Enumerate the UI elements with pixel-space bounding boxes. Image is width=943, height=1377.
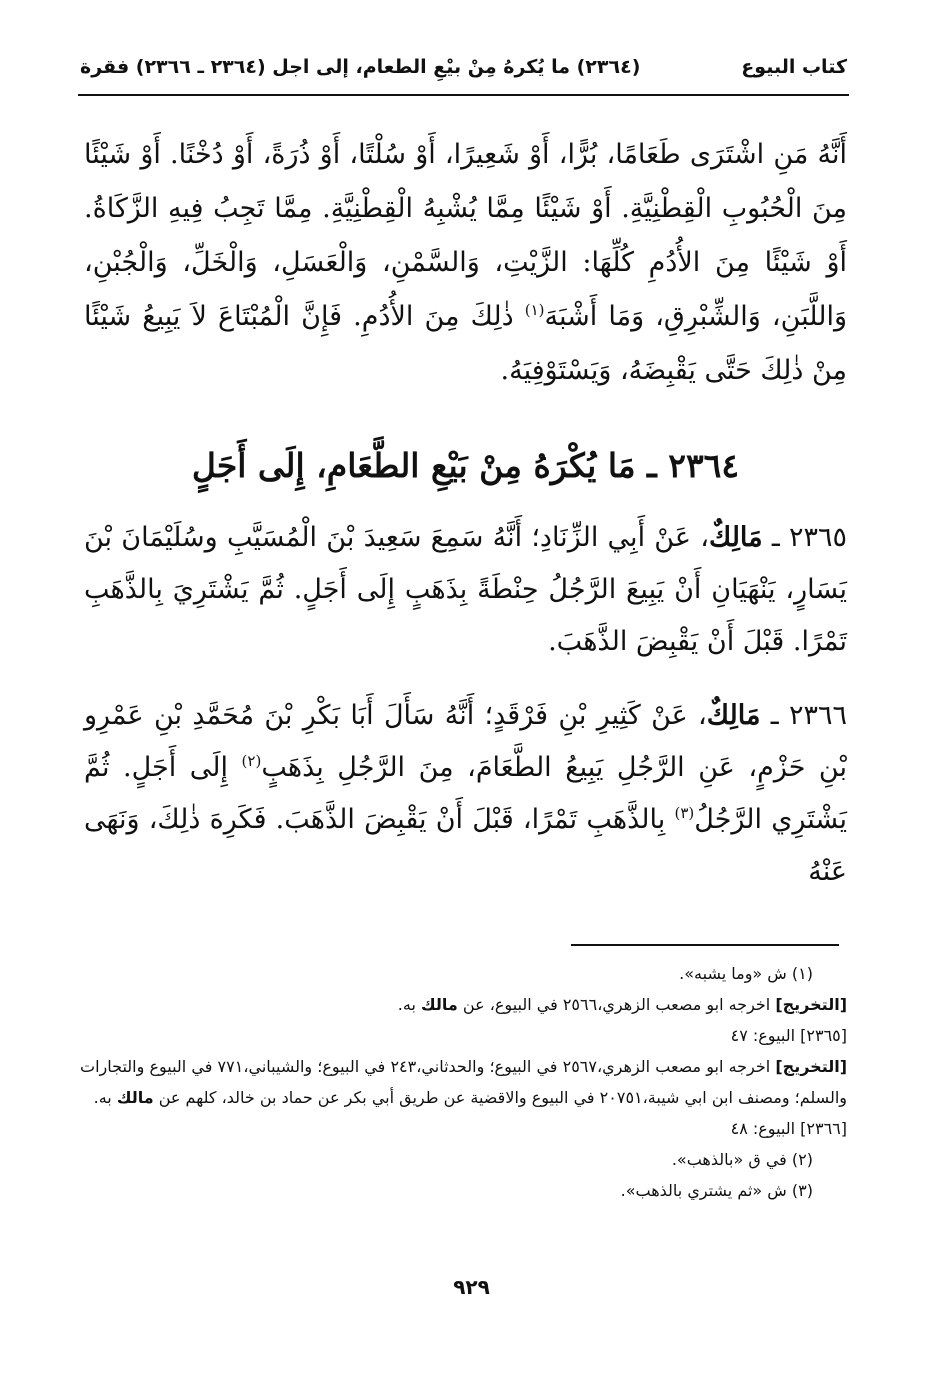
- reference-2366: [٢٣٦٦] البيوع: ٤٨: [730, 1119, 847, 1138]
- hadith-2365: [84, 512, 847, 668]
- running-header: [80, 52, 847, 88]
- reference-2365: [٢٣٦٥] البيوع: ٤٧: [730, 1026, 847, 1045]
- page-number: ٩٢٩: [453, 1275, 490, 1299]
- opening-paragraph: [84, 128, 847, 398]
- opening-text-end: ذٰلِكَ مِنَ الأُدُمِ. فَإِنَّ الْمُبْتَاعَ لاَ يَبِيعُ شَيْئًا مِنْ ذٰلِكَ حَتَّى يَقْبِضَهُ، وَيَسْتَوْفِيَهُ.: [84, 301, 847, 386]
- header-divider: [78, 94, 849, 96]
- takhrij-2: [80, 1051, 847, 1113]
- footnote-3: (٣) ش «ثم يشتري بالذهب».: [620, 1181, 813, 1200]
- footnote-ref-3: (٣): [674, 804, 695, 822]
- chapter-range-title: (٢٣٦٤) ما يُكرهُ مِنْ بيْعِ الطعام، إلى اجل (٢٣٦٤ ـ ٢٣٦٦) فقرة: [80, 56, 641, 78]
- hadith-narrator: مَالِكٌ: [706, 700, 761, 731]
- hadith-text-part2: إِلَى أَجَلٍ. ثُمَّ يَشْتَرِي الرَّجُلُ: [84, 752, 847, 835]
- footnote-divider: [571, 944, 839, 946]
- hadith-2366: [84, 690, 847, 898]
- footnote-ref-2: (٢): [241, 752, 262, 770]
- takhrij-text: اخرجه ابو مصعب الزهري،٢٥٦٦ في البيوع، عن: [457, 995, 776, 1014]
- hadith-number: ٢٣٦٥ ـ: [762, 522, 848, 553]
- hadith-number: ٢٣٦٦ ـ: [760, 700, 847, 731]
- takhrij-malik: مالك: [420, 995, 458, 1014]
- hadith-narrator: مَالِكٌ: [708, 522, 763, 553]
- footnotes: [80, 958, 847, 1206]
- takhrij-end: به.: [93, 1088, 117, 1107]
- hadith-text-part1: ، عَنْ كَثِيرِ بْنِ فَرْقَدٍ؛ أَنَّهُ سَأَلَ أَبَا بَكْرِ بْنَ مُحَمَّدِ بْنِ عَمْرِو بْنِ حَزْمٍ، عَنِ الرَّجُلِ يَبِيعُ الطَّعَامَ، مِنَ الرَّجُلِ بِذَهَبٍ: [84, 700, 847, 783]
- footnote-1: (١) ش «وما يشبه».: [679, 964, 813, 983]
- takhrij-label: [التخريج]: [775, 995, 847, 1014]
- takhrij-1: [80, 989, 847, 1020]
- hadith-text: ، عَنْ أَبِي الزِّنَادِ؛ أَنَّهُ سَمِعَ سَعِيدَ بْنَ الْمُسَيَّبِ وسُلَيْمَانَ بْنَ يَسَارٍ، يَنْهَيَانِ أَنْ يَبِيعَ الرَّجُلُ حِنْطَةً بِذَهَبٍ إِلَى أَجَلٍ. ثُمَّ يَشْتَرِيَ بِالذَّهَبِ تَمْرًا. قَبْلَ أَنْ يَقْبِضَ الذَّهَبَ.: [84, 522, 847, 657]
- chapter-heading: ٢٣٦٤ ـ مَا يُكْرَهُ مِنْ بَيْعِ الطَّعَامِ، إِلَى أَجَلٍ: [191, 446, 740, 485]
- footnote-2: (٢) في ق «بالذهب».: [671, 1150, 813, 1169]
- footnote-ref-1: (١): [524, 301, 545, 319]
- takhrij-malik: مالك: [116, 1088, 154, 1107]
- hadith-text-part3: بِالذَّهَبِ تَمْرًا، قَبْلَ أَنْ يَقْبِضَ الذَّهَبَ. فَكَرِهَ ذٰلِكَ، وَنَهَى عَنْهُ: [84, 804, 847, 887]
- book-title: كتاب البيوع: [741, 56, 847, 78]
- takhrij-text: اخرجه ابو مصعب الزهري،٢٥٦٧ في البيوع؛ والحدثاني،٢٤٣ في البيوع؛ والشيباني،٧٧١ في البيوع والتجارات والسلم؛ ومصنف ابن ابي شيبة،٢٠٧٥١ في البيوع والاقضية عن طريق أبي بكر عن حماد بن خالد، كلهم عن: [80, 1057, 847, 1107]
- takhrij-end: به.: [397, 995, 421, 1014]
- opening-text: أَنَّهُ مَنِ اشْتَرَى طَعَامًا، بُرًّا، أَوْ شَعِيرًا، أَوْ سُلْتًا، أَوْ ذُرَةً، أَوْ دُخْنًا. أَوْ شَيْئًا مِنَ الْحُبُوبِ الْقِطْنِيَّةِ. أَوْ شَيْئًا مِمَّا يُشْبِهُ الْقِطْنِيَّةِ. مِمَّا تَجِبُ فِيهِ الزَّكَاةُ. أَوْ شَيْئًا مِنَ الأُدُمِ كُلِّهَا: الزَّيْتِ، وَالسَّمْنِ، وَالْعَسَلِ، وَالْخَلِّ، وَالْجُبْنِ، وَاللَّبَنِ، وَالشِّبْرِقِ، وَمَا أَشْبَهَ: [84, 139, 848, 332]
- takhrij-label: [التخريج]: [775, 1057, 848, 1076]
